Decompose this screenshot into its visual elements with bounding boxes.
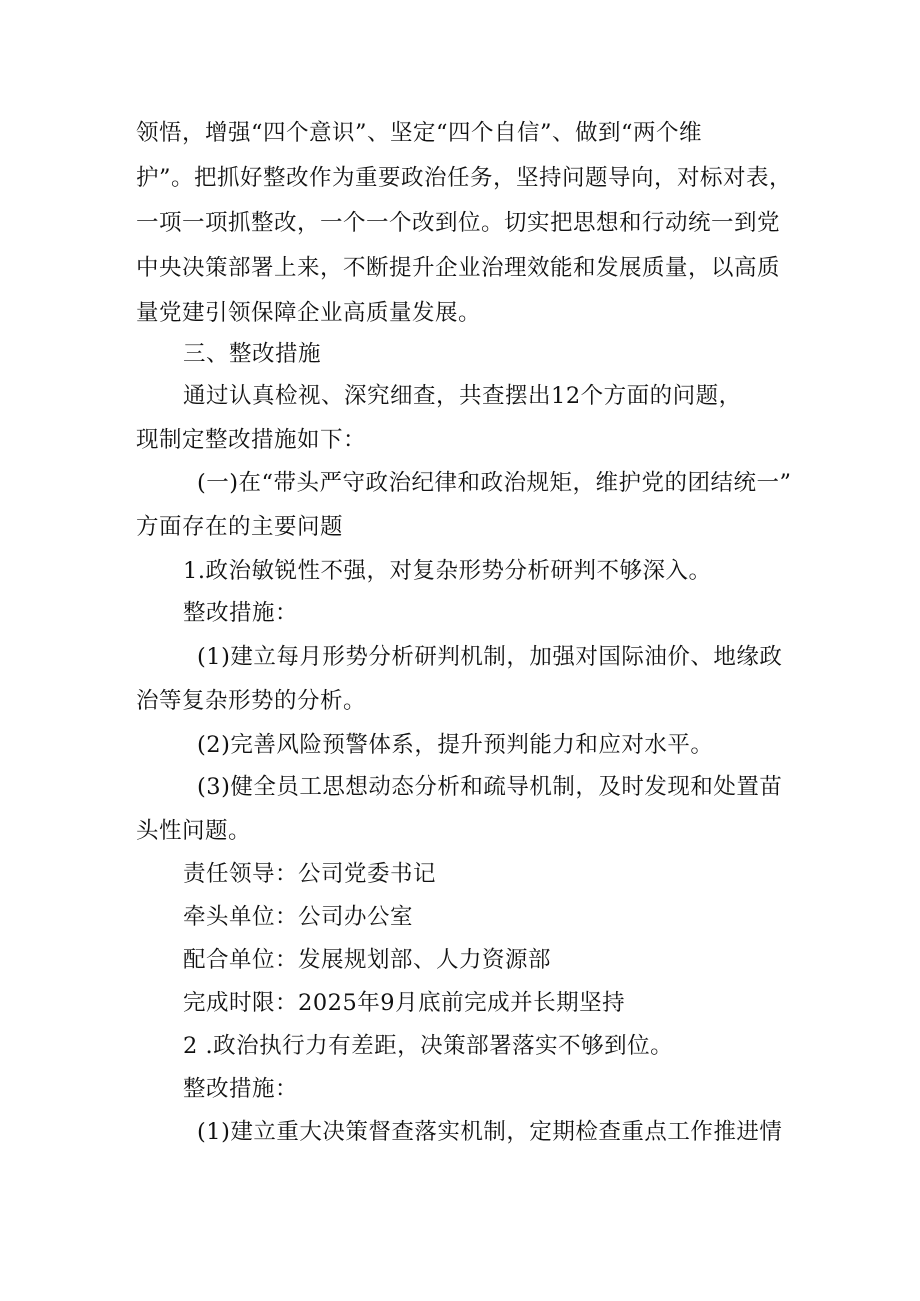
measure-item: (3)健全员工思想动态分析和疏导机制，及时发现和处置苗: [197, 774, 783, 800]
problem-item: 2 .政治执行力有差距，决策部署落实不够到位。: [183, 1033, 674, 1059]
responsible-leader: 责任领导：公司党委书记: [183, 861, 437, 887]
section-heading: 三、整改措施: [183, 341, 322, 367]
paragraph-line: 量党建引领保障企业高质量发展。: [136, 300, 482, 326]
paragraph-line: 现制定整改措施如下：: [136, 427, 367, 453]
measure-item: 治等复杂形势的分析。: [136, 688, 367, 714]
paragraph-line: 中央决策部署上来，不断提升企业治理效能和发展质量，以高质: [136, 255, 781, 281]
measure-item: (1)建立每月形势分析研判机制，加强对国际油价、地缘政: [197, 644, 783, 670]
measure-item: 头性问题。: [136, 818, 252, 844]
measure-item: (2)完善风险预警体系，提升预判能力和应对水平。: [197, 732, 714, 758]
cooperating-units: 配合单位：发展规划部、人力资源部: [183, 947, 552, 973]
paragraph-line: 领悟，增强“四个意识”、坚定“四个自信”、做到“两个维: [136, 120, 703, 146]
deadline: 完成时限：2025年9月底前完成并长期坚持: [183, 990, 626, 1016]
paragraph-line: 护”。把抓好整改作为重要政治任务，坚持问题导向，对标对表，: [136, 165, 793, 191]
measure-item: (1)建立重大决策督查落实机制，定期检查重点工作推进情: [197, 1119, 783, 1145]
problem-item: 1.政治敏锐性不强，对复杂形势分析研判不够深入。: [183, 558, 712, 584]
subsection-heading: 方面存在的主要问题: [136, 514, 344, 540]
measures-label: 整改措施：: [183, 600, 299, 626]
paragraph-line: 一项一项抓整改，一个一个改到位。切实把思想和行动统一到党: [136, 210, 781, 236]
paragraph-line: 通过认真检视、深究细查，共查摆出12个方面的问题，: [183, 383, 742, 409]
subsection-heading: (一)在“带头严守政治纪律和政治规矩，维护党的团结统一”: [197, 470, 792, 496]
lead-unit: 牵头单位：公司办公室: [183, 904, 414, 930]
measures-label: 整改措施：: [183, 1076, 299, 1102]
